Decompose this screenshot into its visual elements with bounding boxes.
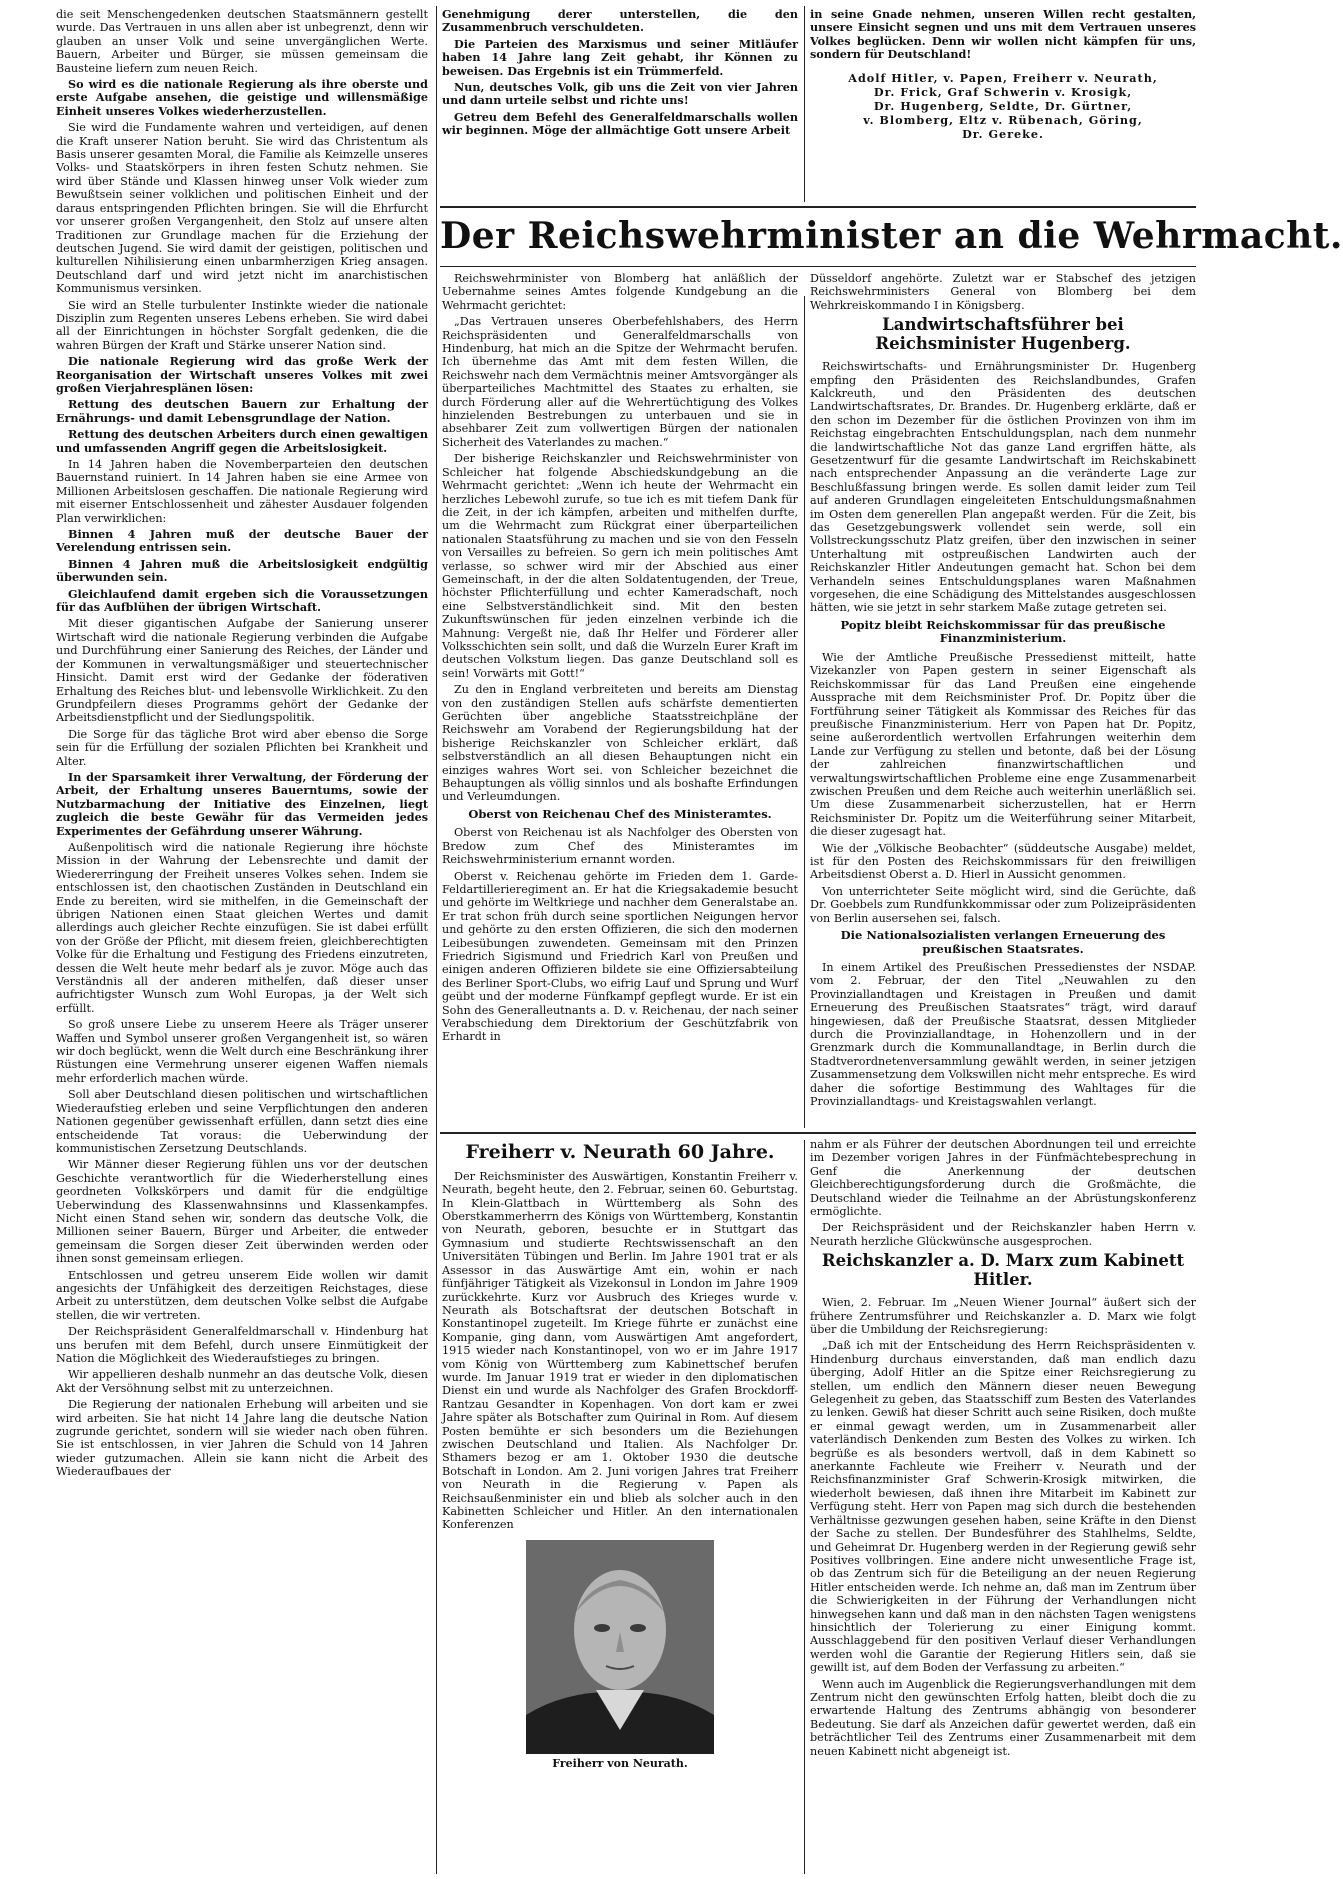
banner-headline: Der Reichswehrminister an die Wehrmacht.	[440, 215, 1343, 257]
signature-line: Dr. Gereke.	[962, 126, 1044, 141]
paragraph: Sie wird die Fundamente wahren und verteidigen, auf denen die Kraft unserer Nation beruht. Sie wird das Christentum als Basis unserer gesamten Moral, die Familie als Keimzelle unseres Volks- und Staatskörpers in ihren festen Schutz nehmen. Sie wird über Stände und Klassen hinweg unser Volk wieder zum Bewußtsein seiner volklichen und politischen Einheit und der daraus entspringenden Pflichten bringen. Sie will die Ehrfurcht vor unserer großen Vergangenheit, den Stolz auf unsere alten Traditionen zur Grundlage machen für die Erziehung der deutschen Jugend. Sie wird damit der geistigen, politischen und kulturellen Nihilisierung einen unbarmherzigen Krieg ansagen. Deutschland darf und wird jetzt nicht im anarchistischen Kommunismus versinken.	[56, 121, 428, 296]
paragraph: In 14 Jahren haben die Novemberparteien den deutschen Bauernstand ruiniert. In 14 Jahren haben sie eine Armee von Millionen Arbeitslosen geschaffen. Die nationale Regierung wird mit eiserner Entschlossenheit und zähester Ausdauer folgenden Plan verwirklichen:	[56, 458, 428, 525]
portrait-illustration	[526, 1540, 714, 1754]
paragraph: in seine Gnade nehmen, unseren Willen recht gestalten, unsere Einsicht segnen und uns mit dem Vertrauen unseres Volkes beglücken. Denn wir wollen nicht kämpfen für uns, sondern für Deutschland!	[810, 7, 1196, 62]
paragraph: Entschlossen und getreu unserem Eide wollen wir damit angesichts der Unfähigkeit des derzeitigen Reichstages, diese Arbeit zu unterstützen, dem deutschen Volke selbst die Aufgabe stellen, die wir vertreten.	[56, 1268, 428, 1322]
paragraph: Rettung des deutschen Arbeiters durch einen gewaltigen und umfassenden Angriff gegen die Arbeitslosigkeit.	[56, 427, 428, 455]
paragraph: Die Regierung der nationalen Erhebung will arbeiten und sie wird arbeiten. Sie hat nicht 14 Jahre lang die deutsche Nation zugrunde gerichtet, sondern will sie wieder nach oben führen. Sie ist entschlossen, in vier Jahren die Schuld von 14 Jahren wieder gutzumachen. Allein sie kann nicht die Arbeit des Wiederaufbaues der	[56, 1398, 428, 1479]
paragraph: Wie der Amtliche Preußische Pressedienst mitteilt, hatte Vizekanzler von Papen gestern in seiner Eigenschaft als Reichskommissar für das Land Preußen eine eingehende Aussprache mit dem Reichsminister Prof. Dr. Popitz über die Fortführung seiner Tätigkeit als Kommissar des Reiches für das preußische Finanzministerium. Herr von Papen hat Dr. Popitz, seine außerordentlich wertvollen Erfahrungen weiterhin dem Lande zur Verfügung zu stellen und betonte, daß bei der Lösung der zahlreichen finanzwirtschaftlichen und verwaltungswirtschaftlichen Probleme eine enge Zusammenarbeit zwischen Preußen und dem Reiche auch weiterhin unerläßlich sei. Um diese Zusammenarbeit sicherzustellen, hat er Herrn Reichsminister Dr. Popitz um die Weiterführung seiner Mitarbeit, die dieser zugesagt hat.	[810, 650, 1196, 839]
paragraph: Binnen 4 Jahren muß die Arbeitslosigkeit endgültig überwunden sein.	[56, 556, 428, 585]
column-3-top	[810, 8, 1196, 202]
paragraph: nahm er als Führer der deutschen Abordnungen teil und erreichte im Dezember vorigen Jahres in der Fünfmächtebesprechung in Genf die Anerkennung der deutschen Gleichberechtigungsforderung durch die Großmächte, die Deutschland wieder die Teilnahme an der Abrüstungskonferenz ermöglichte.	[810, 1138, 1196, 1219]
paragraph: Die nationale Regierung wird das große Werk der Reorganisation der Wirtschaft unseres Volkes mit zwei großen Vierjahresplänen lösen:	[56, 354, 428, 395]
subheading: Popitz bleibt Reichskommissar für das preußische Finanzministerium.	[840, 617, 1166, 646]
paragraph: „Das Vertrauen unseres Oberbefehlshabers, des Herrn Reichspräsidenten und Generalfeldmarschalls von Hindenburg, hat mich an die Spitze der Wehrmacht berufen. Ich übernehme das Amt mit dem festen Willen, die Reichswehr nach dem Vermächtnis meiner Amtsvorgänger als überparteiliches Machtmittel des Staates zu erhalten, sie durch Förderung aller auf die Wehrertüchtigung des Volkes hinzielenden Bestrebungen zu unterbauen und sie in absehbarer Zeit zum vollwertigen Bürgen der nationalen Sicherheit des Vaterlandes zu machen.“	[442, 315, 798, 449]
paragraph: Soll aber Deutschland diesen politischen und wirtschaftlichen Wiederaufstieg erleben und seine Verpflichtungen den anderen Nationen gegenüber gewissenhaft erfüllen, dann setzt dies eine entscheidende Tat voraus: die Ueberwindung der kommunistischen Zersetzung Deutschlands.	[56, 1088, 428, 1155]
paragraph: Außenpolitisch wird die nationale Regierung ihre höchste Mission in der Wahrung der Lebensrechte und damit der Wiedererringung der Freiheit unseres Volkes sehen. Indem sie entschlossen ist, den chaotischen Zuständen in Deutschland ein Ende zu bereiten, wird sie mithelfen, in die Gemeinschaft der übrigen Nationen einen Staat gleichen Wertes und damit allerdings auch gleicher Rechte einzufügen. Sie ist dabei erfüllt von der Größe der Pflicht, mit diesem freien, gleichberechtigten Volke für die Erhaltung und Festigung des Friedens einzutreten, dessen die Welt heute mehr bedarf als je zuvor. Möge auch das Verständnis all der anderen mithelfen, daß dieser unser aufrichtigster Wunsch zum Wohl Europas, ja der Welt sich erfüllt.	[56, 840, 428, 1015]
column-2-top	[442, 8, 798, 202]
column-1	[56, 8, 428, 1874]
column-rule-2-mid	[804, 296, 805, 1128]
section-headline: Reichskanzler a. D. Marx zum Kabinett Hitler.	[821, 1251, 1185, 1290]
portrait-photo	[526, 1540, 714, 1754]
paragraph: Von unterrichteter Seite möglicht wird, sind die Gerüchte, daß Dr. Goebbels zum Rundfunkkommissar oder zum Polizeipräsidenten von Berlin ausersehen sei, falsch.	[810, 884, 1196, 925]
paragraph: Wir appellieren deshalb nunmehr an das deutsche Volk, diesen Akt der Versöhnung selbst mit zu unterzeichnen.	[56, 1368, 428, 1395]
subheading: Die Nationalsozialisten verlangen Erneuerung des preußischen Staatsrates.	[840, 928, 1166, 956]
banner-rule-top	[440, 206, 1196, 208]
signature-line: Adolf Hitler, v. Papen, Freiherr v. Neurath,	[848, 70, 1158, 85]
signature-line: Dr. Frick, Graf Schwerin v. Krosigk,	[873, 84, 1133, 99]
paragraph: Der bisherige Reichskanzler und Reichswehrminister von Schleicher hat folgende Abschiedskundgebung an die Wehrmacht gerichtet: „Wenn ich heute der Wehrmacht ein herzliches Lebewohl zurufe, so tue ich es mit tiefem Dank für die Zeit, in der ich kämpfen, arbeiten und mithelfen durfte, um die Wehrmacht zum Rückgrat einer überparteilichen nationalen Staatsführung zu machen und sie von den Fesseln von Versailles zu befreien. So gern ich mein politisches Amt verlasse, so schwer wird mir der Abschied aus einer Gemeinschaft, in der die alten Soldatentugenden, der Treue, höchster Pflichterfüllung und echter Kameradschaft, noch eine Selbstverständlichkeit sind. Mit den besten Zukunftswünschen für jeden einzelnen verbinde ich die Mahnung: Vergeßt nie, daß Ihr Helfer und Förderer aller Volksschichten sein sollt, und daß die Wurzeln Eurer Kraft im deutschen Volkstum liegen. Das ganze Deutschland soll es sein! Vorwärts mit Gott!“	[442, 452, 798, 680]
column-rule-2-bot	[804, 1140, 805, 1874]
banner-rule-bottom	[440, 266, 1196, 267]
paragraph: Reichswirtschafts- und Ernährungsminister Dr. Hugenberg empfing den Präsidenten des Reichslandbundes, Grafen Kalckreuth, und den Präsidenten des deutschen Landwirtschaftsrates, Dr. Brandes. Dr. Hugenberg erklärte, daß er den schon im Dezember für die östlichen Provinzen von ihm im Reichstag eingebrachten Entschuldungsplan, nach dem nunmehr die landwirtschaftliche Not das ganze Land ergriffen hätte, als Gesetzentwurf für die gesamte Landwirtschaft im Reichskabinett nach entsprechender Anpassung an die veränderte Lage zur Beschlußfassung bringen werde. Es sollen damit leider zum Teil auf anderen Grundlagen eingeleiteten Entschuldungsmaßnahmen im Osten dem generellen Plan angepaßt werden. Für die Zeit, bis das Gesetzgebungswerk vollendet sein werde, soll ein Vollstreckungsschutz Platz greifen, über den inzwischen in seiner Unterhaltung mit ostpreußischen Landwirten auch der Reichskanzler Hitler Andeutungen gemacht hat. Schon bei dem Verhandeln seines Entschuldungsplanes waren Maßnahmen vorgesehen, die eine Schädigung des Mittelstandes ausgeschlossen hätten, wie sie jetzt in sehr starkem Maße zutage getreten sei.	[810, 360, 1196, 615]
paragraph: Oberst von Reichenau ist als Nachfolger des Obersten von Bredow zum Chef des Ministeramtes im Reichswehrministerium ernannt worden.	[442, 826, 798, 867]
column-rule-1	[436, 6, 437, 1874]
subheading: Oberst von Reichenau Chef des Ministeramtes.	[468, 806, 772, 821]
paragraph: Wir Männer dieser Regierung fühlen uns vor der deutschen Geschichte verantwortlich für die Wiederherstellung eines geordneten Volkskörpers und damit für die endgültige Ueberwindung des Klassenwahnsinns und Klassenkampfes. Nicht einen Stand sehen wir, sondern das deutsche Volk, die Millionen seiner Bauern, Bürger und Arbeiter, die entweder gemeinsam die Sorgen dieser Zeit überwinden werden oder ihnen sonst gemeinsam erliegen.	[56, 1158, 428, 1266]
paragraph: Der Reichspräsident Generalfeldmarschall v. Hindenburg hat uns berufen mit dem Befehl, durch unsere Einmütigkeit der Nation die Möglichkeit des Wiederaufstieges zu bringen.	[56, 1325, 428, 1365]
paragraph: die seit Menschengedenken deutschen Staatsmännern gestellt wurde. Das Vertrauen in uns allen aber ist unbegrenzt, denn wir glauben an unser Volk und seine unvergänglichen Werte. Bauern, Arbeiter und Bürger, sie müssen gemeinsam die Bausteine liefern zum neuen Reich.	[56, 8, 428, 75]
paragraph: Wien, 2. Februar. Im „Neuen Wiener Journal“ äußert sich der frühere Zentrumsführer und Reichskanzler a. D. Marx wie folgt über die Umbildung der Reichsregierung:	[810, 1296, 1196, 1336]
paragraph: Die Sorge für das tägliche Brot wird aber ebenso die Sorge sein für die Erfüllung der sozialen Pflichten bei Krankheit und Alter.	[56, 727, 428, 768]
paragraph: Düsseldorf angehörte. Zuletzt war er Stabschef des jetzigen Reichswehrministers General von Blomberg bei dem Wehrkreiskommando I in Königsberg.	[810, 272, 1196, 312]
paragraph: Gleichlaufend damit ergeben sich die Voraussetzungen für das Aufblühen der übrigen Wirtschaft.	[56, 586, 428, 615]
paragraph: In einem Artikel des Preußischen Pressedienstes der NSDAP. vom 2. Februar, der den Titel „Neuwahlen zu den Provinziallandtagen und Kreistagen in Preußen und damit Erneuerung des Preußischen Staatsrates“ trägt, wird darauf hingewiesen, daß der Preußische Staatsrat, dessen Mitglieder durch die Provinziallandtage, in Hohenzollern und in der Grenzmark durch die Kommunallandtage, in Berlin durch die Stadtverordnetenversammlung gewählt werden, in seiner jetzigen Zusammensetzung dem Volkswillen nicht mehr entspreche. Es wird daher die sofortige Bestimmung des Wahltages für die Provinziallandtags- und Kreistagswahlen verlangt.	[810, 961, 1196, 1109]
paragraph: Der Reichsminister des Auswärtigen, Konstantin Freiherr v. Neurath, begeht heute, den 2. Februar, seinen 60. Geburtstag. In Klein-Glattbach in Württemberg als Sohn des Oberstkammerherrn des Königs von Württemberg, Konstantin von Neurath, geboren, besuchte er in Stuttgart das Gymnasium und studierte Rechtswissenschaft an den Universitäten Tübingen und Berlin. Im Jahre 1901 trat er als Assessor in das Auswärtige Amt ein, wohin er nach fünfjähriger Tätigkeit als Vizekonsul in London im Jahre 1909 zurückkehrte. Kurz vor Ausbruch des Krieges wurde v. Neurath als Botschaftsrat der deutschen Botschaft in Konstantinopel zugeteilt. Im Kriege führte er zunächst eine Kompanie, ging dann, vom Auswärtigen Amt angefordert, 1915 wieder nach Konstantinopel, von wo er im Jahre 1917 vom König von Württemberg zum Kabinettschef berufen wurde. Im Januar 1919 trat er wieder in den diplomatischen Dienst ein und wurde als Nachfolger des Grafen Brockdorff-Rantzau Gesandter in Kopenhagen. Von dort kam er zwei Jahre später als Botschafter zum Quirinal in Rom. Auf diesem Posten bemühte er sich besonders um die Beziehungen zwischen Deutschland und Italien. Als Nachfolger Dr. Sthamers bezog er am 1. Oktober 1930 die deutsche Botschaft in London. Am 2. Juni vorigen Jahres trat Freiherr von Neurath in die Regierung v. Papen als Reichsaußenminister ein und blieb als solcher auch in den Kabinetten Schleicher und Hitler. An den internationalen Konferenzen	[442, 1169, 798, 1532]
paragraph: Genehmigung derer unterstellen, die den Zusammenbruch verschuldeten.	[442, 7, 798, 35]
paragraph: Nun, deutsches Volk, gib uns die Zeit von vier Jahren und dann urteile selbst und richte uns!	[442, 80, 798, 108]
column-2-bottom	[442, 1138, 798, 1874]
paragraph: Mit dieser gigantischen Aufgabe der Sanierung unserer Wirtschaft wird die nationale Regierung verbinden die Aufgabe und Durchführung einer Sanierung des Reiches, der Länder und der Kommunen in verwaltungsmäßiger und steuertechnischer Hinsicht. Damit erst wird der Gedanke der föderativen Erhaltung des Reiches blut- und lebensvolle Wirklichkeit. Zu den Grundpfeilern dieses Programms gehört der Gedanke der Arbeitsdienstpflicht und der Siedlungspolitik.	[56, 617, 428, 725]
paragraph: Der Reichspräsident und der Reichskanzler haben Herrn v. Neurath herzliche Glückwünsche ausgesprochen.	[810, 1221, 1196, 1248]
paragraph: Rettung des deutschen Bauern zur Erhaltung der Ernährungs- und damit Lebensgrundlage der Nation.	[56, 397, 428, 425]
signature-line: v. Blomberg, Eltz v. Rübenach, Göring,	[863, 112, 1143, 127]
paragraph: Binnen 4 Jahren muß der deutsche Bauer der Verelendung entrissen sein.	[56, 527, 428, 555]
column-3-middle	[810, 272, 1196, 1128]
paragraph: Zu den in England verbreiteten und bereits am Dienstag von den zuständigen Stellen aufs schärfste dementierten Gerüchten über angebliche Staatsstreichpläne der Reichswehr am Vorabend der Regierungsbildung hat der bisherige Reichskanzler von Schleicher erklärt, daß selbstverständlich an all diesen Behauptungen nicht ein einziges wahres Wort sei. von Schleicher bezeichnet die Behauptungen als völlig sinnlos und als boshafte Erfindungen und Verleumdungen.	[442, 683, 798, 804]
paragraph: „Daß ich mit der Entscheidung des Herrn Reichspräsidenten v. Hindenburg durchaus einverstanden, daß man endlich dazu überging, Adolf Hitler an die Spitze einer Reichsregierung zu stellen, um endlich den Männern dieser neuen Bewegung Gelegenheit zu geben, das Staatsschiff zum Besten des Vaterlandes zu lenken. Gewiß hat dieser Schritt auch seine Risiken, doch mußte er einmal gewagt werden, um in Zusammenarbeit aller vaterländisch Denkenden zum Besten des Volkes zu wirken. Ich begrüße es als besonders wertvoll, daß in dem Kabinett so anerkannte Fachleute wie Freiherr v. Neurath und der Reichsfinanzminister Graf Schwerin-Krosigk mitwirken, die wiederholt bewiesen, daß ihnen ihre Mitarbeit im Kabinett zur Verfügung steht. Herr von Papen mag sich durch die bestehenden Verhältnisse gezwungen gesehen haben, seine Kräfte in den Dienst der Sache zu stellen. Der Bundesführer des Stahlhelms, Seldte, und Geheimrat Dr. Hugenberg werden in der Regierung gewiß sehr Positives vollbringen. Eine andere nicht unwesentliche Frage ist, ob das Zentrum sich für die Beteiligung an der neuen Regierung Hitler entscheiden werde. Ich nehme an, daß man im Zentrum über die Schwierigkeiten in der Führung der Verhandlungen nicht hinwegsehen kann und daß man in den nächsten Tagen wenigstens hinsichtlich der Tolerierung zu einer Einigung kommt. Ausschlaggebend für den positiven Verlauf dieser Verhandlungen werden wohl die Garantie der Regierung Hitlers sein, daß sie gewillt ist, auf dem Boden der Verfassung zu arbeiten.“	[810, 1339, 1196, 1675]
paragraph: So groß unsere Liebe zu unserem Heere als Träger unserer Waffen und Symbol unserer großen Vergangenheit ist, so wären wir doch beglückt, wenn die Welt durch eine Beschränkung ihrer Rüstungen eine Vermehrung unserer eigenen Waffen niemals mehr erforderlich machen würde.	[56, 1018, 428, 1085]
paragraph: Wie der „Völkische Beobachter“ (süddeutsche Ausgabe) meldet, ist für den Posten des Reichskommissars für den freiwilligen Arbeitsdienst Oberst a. D. Hierl in Aussicht genommen.	[810, 841, 1196, 882]
paragraph: Reichswehrminister von Blomberg hat anläßlich der Uebernahme seines Amtes folgende Kundgebung an die Wehrmacht gerichtet:	[442, 272, 798, 312]
section-rule-neurath	[440, 1132, 1196, 1134]
paragraph: So wird es die nationale Regierung als ihre oberste und erste Aufgabe ansehen, die geistige und willensmäßige Einheit unseres Volkes wiederherzustellen.	[56, 77, 428, 118]
paragraph: In der Sparsamkeit ihrer Verwaltung, der Förderung der Arbeit, der Erhaltung unseres Bauerntums, sowie der Nutzbarmachung der Initiative des Einzelnen, liegt zugleich die beste Gewähr für das Vermeiden jedes Experimentes der Gefährdung unserer Währung.	[56, 769, 428, 838]
column-rule-2-top	[804, 6, 805, 202]
section-headline: Landwirtschaftsführer bei Reichsminister Hugenberg.	[875, 315, 1131, 354]
photo-caption: Freiherr von Neurath.	[552, 1756, 688, 1770]
paragraph: Sie wird an Stelle turbulenter Instinkte wieder die nationale Disziplin zum Regenten unseres Lebens erheben. Sie wird dabei all der Einrichtungen in höchster Sorgfalt gedenken, die die wahren Bürgen der Kraft und Stärke unserer Nation sind.	[56, 298, 428, 352]
paragraph: Getreu dem Befehl des Generalfeldmarschalls wollen wir beginnen. Möge der allmächtige Gott unsere Arbeit	[442, 109, 798, 138]
column-2-middle	[442, 272, 798, 1128]
paragraph: Wenn auch im Augenblick die Regierungsverhandlungen mit dem Zentrum nicht den gewünschten Erfolg hatten, bleibt doch die zu erwartende Haltung des Zentrums abhängig von besonderer Bedeutung. Sie darf als Anzeichen dafür gewertet werden, daß ein beträchtlicher Teil des Zentrums einer Zusammenarbeit mit dem neuen Kabinett nicht abgeneigt ist.	[810, 1677, 1196, 1758]
paragraph: Oberst v. Reichenau gehörte im Frieden dem 1. Garde-Feldartillerieregiment an. Er hat die Kriegsakademie besucht und gehörte im Weltkriege und nachher dem Generalstabe an. Er trat schon früh durch seine sportlichen Neigungen hervor und gehörte zu den ersten Offizieren, die sich den modernen Leibesübungen zuwendeten. Gemeinsam mit den Prinzen Friedrich Sigismund und Friedrich Karl von Preußen und einigen anderen Offizieren bildete sie eine Offiziersabteilung des Berliner Sport-Clubs, wo eifrig Lauf und Sprung und Wurf geübt und der moderne Fünfkampf gepflegt wurde. Er ist ein Sohn des Generalleutnants a. D. v. Reichenau, der nach seiner Verabschiedung dem Direktorium der Geschützfabrik von Erhardt in	[442, 869, 798, 1044]
paragraph: Die Parteien des Marxismus und seiner Mitläufer haben 14 Jahre lang Zeit gehabt, ihr Können zu beweisen. Das Ergebnis ist ein Trümmerfeld.	[442, 36, 798, 78]
signature-line: Dr. Hugenberg, Seldte, Dr. Gürtner,	[873, 98, 1133, 113]
column-3-bottom	[810, 1138, 1196, 1874]
section-headline: Freiherr v. Neurath 60 Jahre.	[465, 1141, 775, 1163]
